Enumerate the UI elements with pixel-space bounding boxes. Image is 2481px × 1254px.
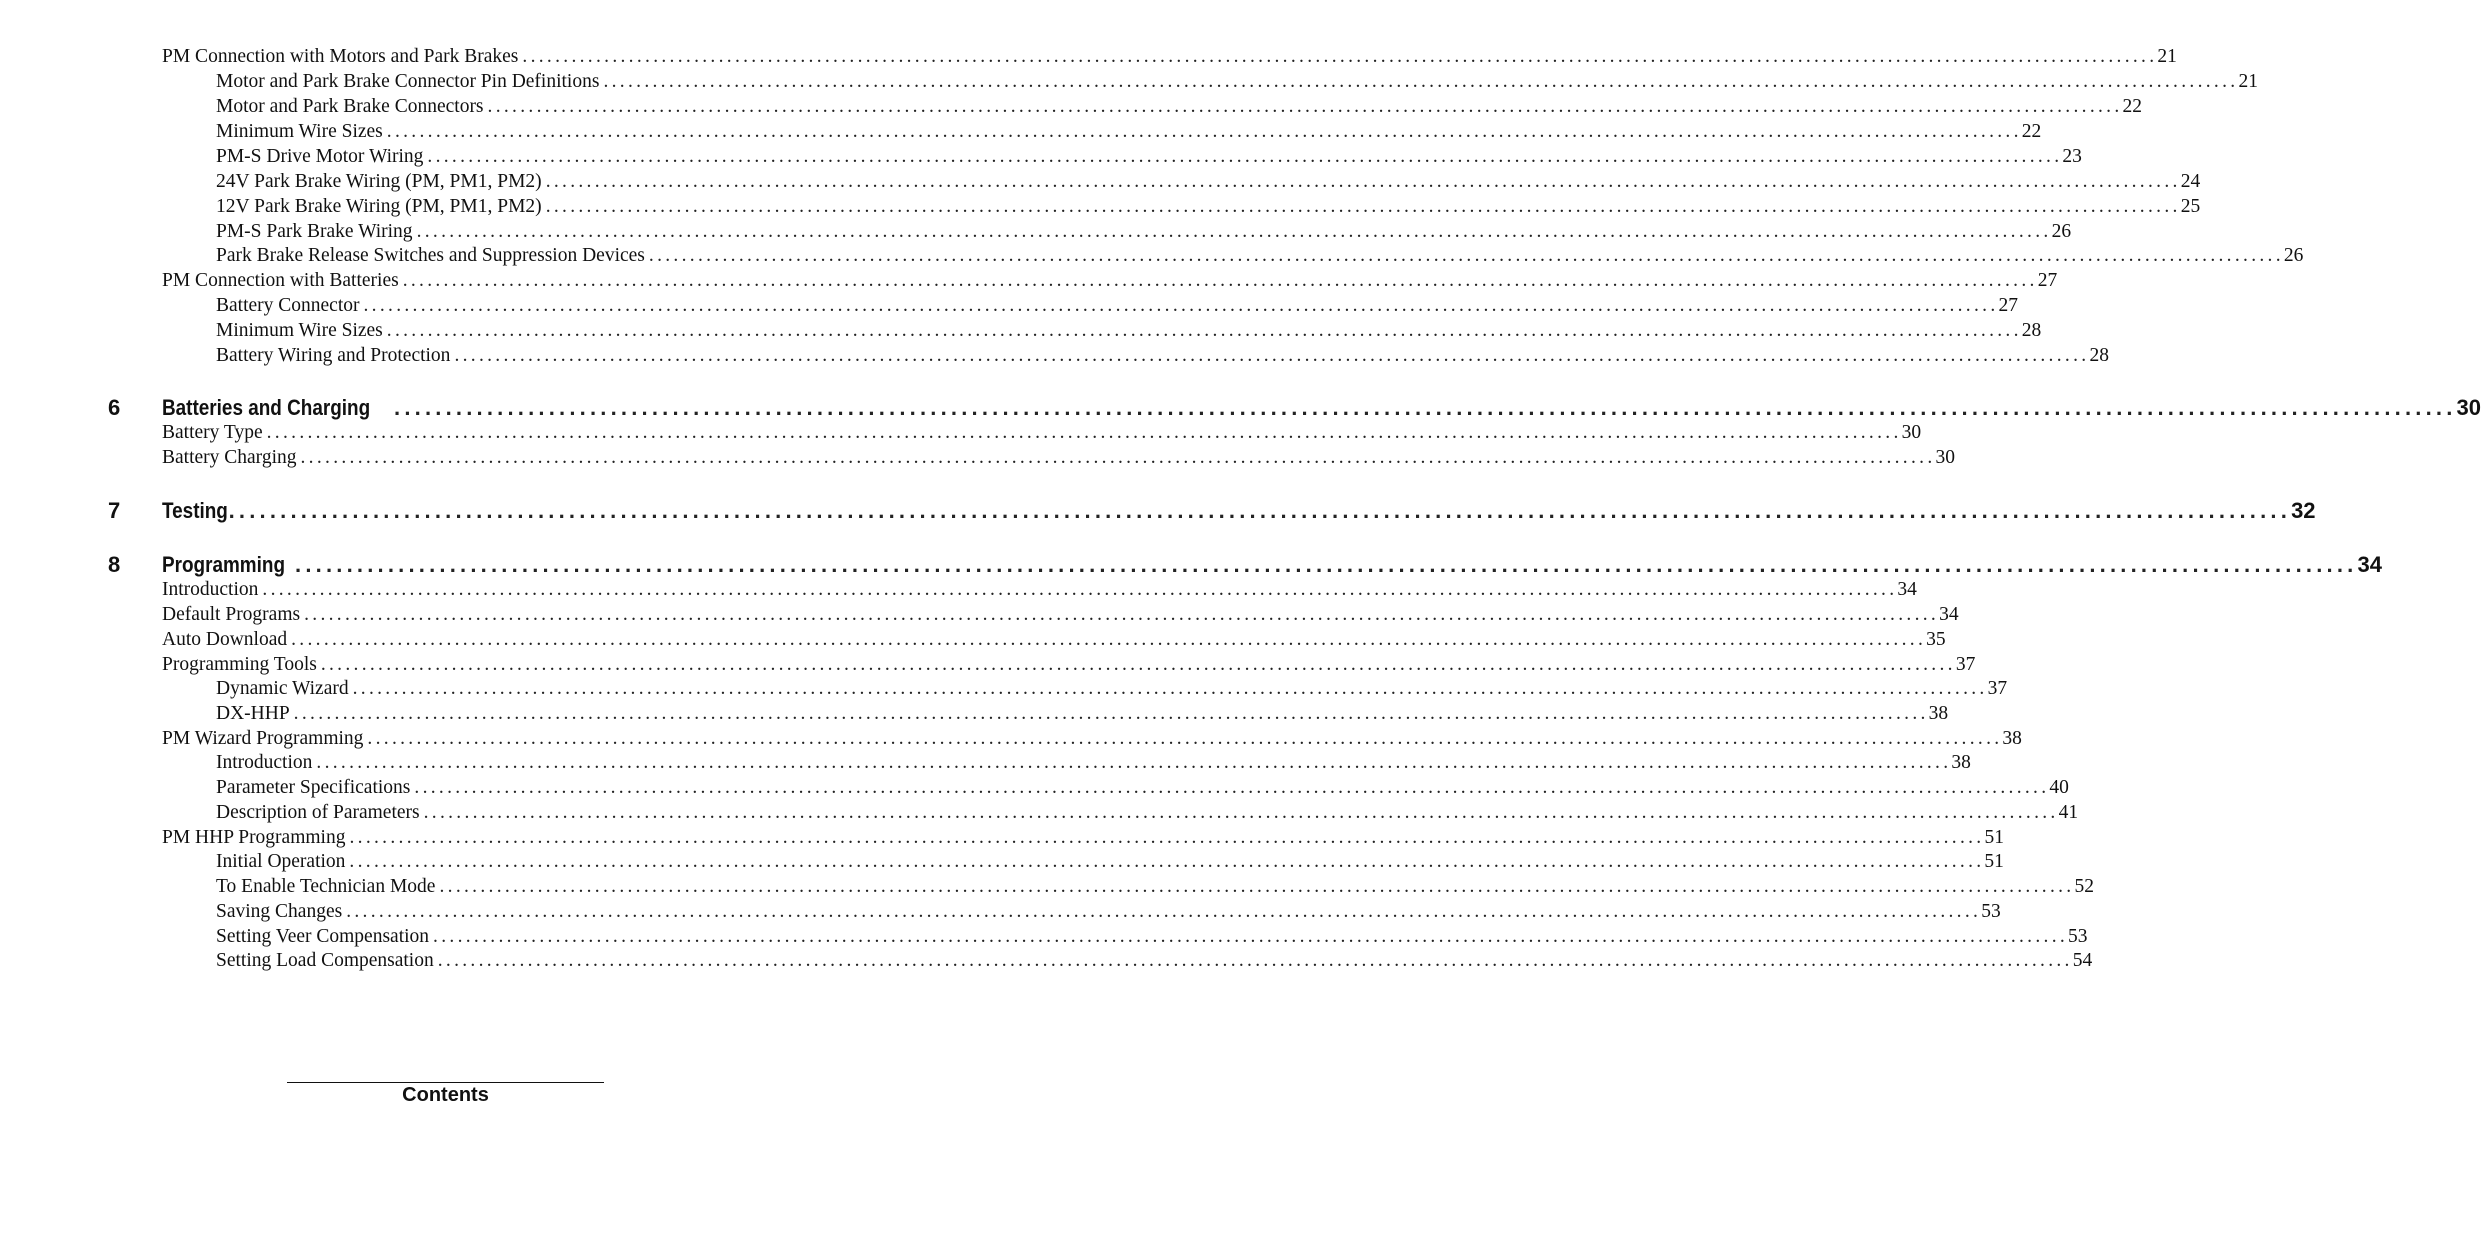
toc-entry-title: Programming Tools	[162, 654, 317, 675]
toc-dot-leader: ........................................................................................................................................................................................................	[487, 96, 2123, 117]
toc-page-number: 30	[1935, 447, 1955, 468]
toc-entry-title: Batteries and Charging	[162, 395, 371, 420]
toc-entry-title: PM Connection with Batteries	[162, 270, 399, 291]
toc-entry	[162, 827, 2004, 851]
toc-entry-title: DX-HHP	[216, 703, 290, 724]
toc-entry-title: Saving Changes	[216, 901, 343, 922]
toc-entry	[216, 121, 2042, 145]
toc-page-number: 38	[1928, 703, 1949, 724]
toc-chapter-entry	[162, 395, 2481, 420]
toc-entry-title: Minimum Wire Sizes	[216, 121, 383, 142]
toc-dot-leader: ........................................................................................................................................................................................................	[433, 926, 2069, 947]
toc-entry	[216, 876, 2094, 900]
toc-entry	[216, 96, 2143, 120]
toc-entry	[162, 728, 2022, 752]
toc-page-number: 30	[1901, 422, 1922, 443]
toc-entry-title: Parameter Specifications	[216, 777, 411, 798]
toc-entry	[216, 146, 2082, 170]
toc-entry-title: Battery Connector	[216, 295, 360, 316]
toc-page-number: 22	[2122, 96, 2143, 117]
toc-entry-title: To Enable Technician Mode	[216, 876, 436, 897]
toc-entry-title: Default Programs	[162, 604, 301, 625]
toc-chapter-number: 8	[108, 552, 121, 577]
toc-entry	[162, 422, 1922, 446]
toc-entry-title: Minimum Wire Sizes	[216, 320, 383, 341]
toc-entry	[162, 270, 2058, 294]
toc-entry-title: PM Connection with Motors and Park Brakes	[162, 46, 519, 67]
toc-entry	[216, 777, 2069, 801]
toc-dot-leader: ........................................................................................................................................................................................................	[295, 552, 2358, 577]
toc-page-number: 37	[1987, 678, 2008, 699]
toc-entry-title: PM HHP Programming	[162, 827, 346, 848]
toc-entry	[216, 171, 2201, 195]
toc-dot-leader: ........................................................................................................................................................................................................	[416, 221, 2052, 242]
toc-dot-leader: ........................................................................................................................................................................................................	[352, 678, 1988, 699]
toc-entry	[216, 703, 1949, 727]
toc-chapter-entry	[162, 498, 2316, 523]
toc-page-number: 21	[2238, 71, 2258, 92]
toc-entry-title: Introduction	[162, 579, 259, 600]
toc-entry-title: Battery Wiring and Protection	[216, 345, 451, 366]
toc-page-number: 25	[2180, 196, 2201, 217]
footer-label: Contents	[402, 1084, 489, 1106]
toc-entry-title: PM Wizard Programming	[162, 728, 364, 749]
toc-dot-leader: ........................................................................................................................................................................................................	[414, 777, 2050, 798]
toc-dot-leader: ........................................................................................................................................................................................................	[291, 629, 1927, 650]
toc-entry	[216, 851, 2004, 875]
toc-page-number: 38	[2002, 728, 2022, 749]
toc-page-number: 28	[2021, 320, 2042, 341]
toc-page-number: 51	[1984, 851, 2004, 872]
toc-entry	[162, 447, 1955, 471]
toc-dot-leader: ........................................................................................................................................................................................................	[437, 950, 2073, 971]
toc-entry-title: Park Brake Release Switches and Suppression Devices	[216, 245, 645, 266]
toc-page-number: 23	[2062, 146, 2082, 167]
toc-page-number: 54	[2072, 950, 2093, 971]
toc-entry-title: Motor and Park Brake Connector Pin Definitions	[216, 71, 600, 92]
toc-entry	[216, 678, 2008, 702]
toc-entry	[162, 579, 1917, 603]
toc-chapter-entry	[162, 552, 2382, 577]
toc-entry	[216, 320, 2042, 344]
toc-entry-title: PM-S Drive Motor Wiring	[216, 146, 424, 167]
toc-entry-title: Motor and Park Brake Connectors	[216, 96, 484, 117]
toc-entry	[216, 295, 2018, 319]
toc-page-number: 35	[1926, 629, 1946, 650]
toc-page-number: 28	[2089, 345, 2109, 366]
toc-entry	[216, 926, 2088, 950]
toc-entry-title: Battery Charging	[162, 447, 297, 468]
toc-entry	[216, 752, 1971, 776]
toc-page-number: 34	[2357, 552, 2382, 577]
toc-entry	[162, 654, 1976, 678]
toc-dot-leader: ........................................................................................................................................................................................................	[522, 46, 2158, 67]
toc-entry-title: Battery Type	[162, 422, 263, 443]
toc-dot-leader: ........................................................................................................................................................................................................	[386, 121, 2022, 142]
toc-page-number: 27	[1998, 295, 2018, 316]
toc-dot-leader: ........................................................................................................................................................................................................	[648, 245, 2284, 266]
toc-dot-leader: ........................................................................................................................................................................................................	[228, 498, 2292, 523]
toc-page-number: 26	[2283, 245, 2304, 266]
toc-page-number: 22	[2021, 121, 2042, 142]
toc-dot-leader: ........................................................................................................................................................................................................	[394, 395, 2457, 420]
toc-dot-leader: ........................................................................................................................................................................................................	[304, 604, 1940, 625]
toc-entry-title: 24V Park Brake Wiring (PM, PM1, PM2)	[216, 171, 542, 192]
toc-page-number: 40	[2049, 777, 2069, 798]
toc-entry	[216, 245, 2304, 269]
toc-entry	[216, 901, 2001, 925]
toc-entry	[162, 629, 1946, 653]
toc-dot-leader: ........................................................................................................................................................................................................	[293, 703, 1929, 724]
toc-entry	[162, 604, 1959, 628]
toc-dot-leader: ........................................................................................................................................................................................................	[427, 146, 2063, 167]
toc-entry	[216, 345, 2109, 369]
toc-page-number: 24	[2180, 171, 2201, 192]
toc-dot-leader: ........................................................................................................................................................................................................	[386, 320, 2022, 341]
toc-entry-title: Testing	[162, 498, 228, 523]
toc-entry	[216, 221, 2072, 245]
toc-page-number: 41	[2058, 802, 2079, 823]
toc-entry	[216, 802, 2079, 826]
toc-dot-leader: ........................................................................................................................................................................................................	[320, 654, 1956, 675]
toc-dot-leader: ........................................................................................................................................................................................................	[545, 196, 2181, 217]
toc-page-number: 32	[2291, 498, 2316, 523]
toc-dot-leader: ........................................................................................................................................................................................................	[349, 827, 1985, 848]
toc-entry	[216, 71, 2258, 95]
toc-dot-leader: ........................................................................................................................................................................................................	[367, 728, 2003, 749]
toc-page-number: 51	[1984, 827, 2004, 848]
toc-dot-leader: ........................................................................................................................................................................................................	[402, 270, 2038, 291]
toc-entry	[162, 46, 2177, 70]
toc-entry-title: Dynamic Wizard	[216, 678, 349, 699]
toc-dot-leader: ........................................................................................................................................................................................................	[545, 171, 2181, 192]
toc-page-number: 34	[1897, 579, 1917, 600]
footer-rule	[287, 1082, 604, 1083]
toc-dot-leader: ........................................................................................................................................................................................................	[349, 851, 1985, 872]
toc-page-number: 30	[2456, 395, 2481, 420]
toc-dot-leader: ........................................................................................................................................................................................................	[316, 752, 1952, 773]
toc-entry-title: Programming	[162, 552, 286, 577]
toc-dot-leader: ........................................................................................................................................................................................................	[346, 901, 1982, 922]
toc-dot-leader: ........................................................................................................................................................................................................	[363, 295, 1999, 316]
toc-page-number: 37	[1955, 654, 1976, 675]
toc-entry-title: Setting Veer Compensation	[216, 926, 430, 947]
toc-page-number: 52	[2074, 876, 2094, 897]
toc-entry-title: Setting Load Compensation	[216, 950, 434, 971]
toc-dot-leader: ........................................................................................................................................................................................................	[423, 802, 2059, 823]
toc-page-number: 26	[2051, 221, 2072, 242]
toc-page-number: 21	[2157, 46, 2177, 67]
toc-page-number: 27	[2037, 270, 2058, 291]
toc-dot-leader: ........................................................................................................................................................................................................	[439, 876, 2075, 897]
toc-dot-leader: ........................................................................................................................................................................................................	[603, 71, 2239, 92]
toc-dot-leader: ........................................................................................................................................................................................................	[300, 447, 1936, 468]
toc-entry-title: Introduction	[216, 752, 313, 773]
toc-entry-title: PM-S Park Brake Wiring	[216, 221, 413, 242]
toc-entry	[216, 196, 2201, 220]
toc-chapter-number: 6	[108, 395, 121, 420]
toc-entry-title: Initial Operation	[216, 851, 346, 872]
toc-dot-leader: ........................................................................................................................................................................................................	[266, 422, 1902, 443]
toc-entry-title: Auto Download	[162, 629, 288, 650]
toc-chapter-number: 7	[108, 498, 121, 523]
toc-entry	[216, 950, 2093, 974]
toc-page-number: 53	[2068, 926, 2088, 947]
toc-dot-leader: ........................................................................................................................................................................................................	[454, 345, 2090, 366]
toc-page-number: 34	[1939, 604, 1959, 625]
toc-entry-title: Description of Parameters	[216, 802, 420, 823]
toc-dot-leader: ........................................................................................................................................................................................................	[262, 579, 1898, 600]
toc-page-number: 53	[1981, 901, 2001, 922]
toc-page-number: 38	[1951, 752, 1971, 773]
toc-entry-title: 12V Park Brake Wiring (PM, PM1, PM2)	[216, 196, 542, 217]
